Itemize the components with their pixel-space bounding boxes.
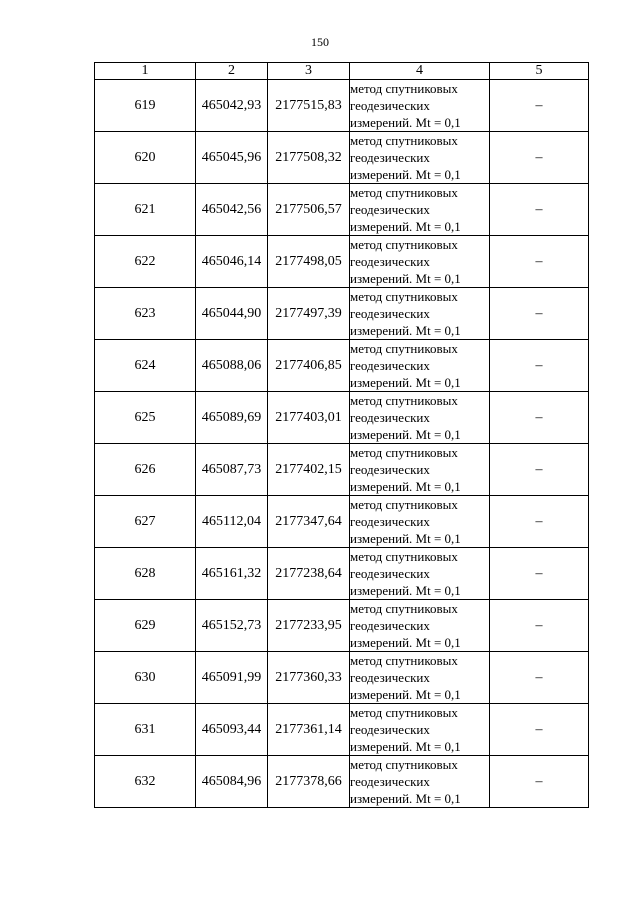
method-line: метод спутниковых <box>350 237 458 252</box>
method-line: измерений. Mt = 0,1 <box>350 739 461 754</box>
method-line: геодезических <box>350 774 430 789</box>
method-line: геодезических <box>350 202 430 217</box>
point-number-cell: 632 <box>95 756 196 808</box>
table-body <box>95 80 589 808</box>
point-number-cell: 620 <box>95 132 196 184</box>
table-row <box>95 184 589 236</box>
table-row <box>95 704 589 756</box>
method-line: геодезических <box>350 566 430 581</box>
point-number-cell: 622 <box>95 236 196 288</box>
table-row <box>95 652 589 704</box>
note-cell: – <box>490 132 589 184</box>
table-row <box>95 496 589 548</box>
y-coordinate-cell: 2177361,14 <box>268 704 350 756</box>
method-line: измерений. Mt = 0,1 <box>350 635 461 650</box>
coordinates-table <box>94 62 589 808</box>
method-cell <box>350 288 490 340</box>
method-cell <box>350 496 490 548</box>
method-line: измерений. Mt = 0,1 <box>350 687 461 702</box>
method-cell <box>350 548 490 600</box>
note-cell: – <box>490 444 589 496</box>
table-row <box>95 756 589 808</box>
note-cell: – <box>490 496 589 548</box>
method-cell <box>350 704 490 756</box>
point-number-cell: 623 <box>95 288 196 340</box>
method-line: измерений. Mt = 0,1 <box>350 323 461 338</box>
method-line: измерений. Mt = 0,1 <box>350 115 461 130</box>
method-cell <box>350 80 490 132</box>
method-line: измерений. Mt = 0,1 <box>350 583 461 598</box>
method-line: метод спутниковых <box>350 497 458 512</box>
method-line: геодезических <box>350 306 430 321</box>
note-cell: – <box>490 548 589 600</box>
method-line: геодезических <box>350 722 430 737</box>
method-line: измерений. Mt = 0,1 <box>350 271 461 286</box>
point-number-cell: 626 <box>95 444 196 496</box>
column-header-1: 1 <box>95 63 196 80</box>
point-number-cell: 619 <box>95 80 196 132</box>
y-coordinate-cell: 2177402,15 <box>268 444 350 496</box>
table-row <box>95 132 589 184</box>
note-cell: – <box>490 652 589 704</box>
x-coordinate-cell: 465084,96 <box>196 756 268 808</box>
method-line: геодезических <box>350 618 430 633</box>
x-coordinate-cell: 465045,96 <box>196 132 268 184</box>
method-line: метод спутниковых <box>350 341 458 356</box>
method-cell <box>350 340 490 392</box>
method-line: измерений. Mt = 0,1 <box>350 427 461 442</box>
y-coordinate-cell: 2177403,01 <box>268 392 350 444</box>
method-cell <box>350 652 490 704</box>
table-header <box>95 63 589 80</box>
method-cell <box>350 184 490 236</box>
point-number-cell: 629 <box>95 600 196 652</box>
method-line: измерений. Mt = 0,1 <box>350 167 461 182</box>
x-coordinate-cell: 465044,90 <box>196 288 268 340</box>
table-row <box>95 548 589 600</box>
method-line: метод спутниковых <box>350 81 458 96</box>
method-line: измерений. Mt = 0,1 <box>350 375 461 390</box>
y-coordinate-cell: 2177515,83 <box>268 80 350 132</box>
method-cell <box>350 132 490 184</box>
note-cell: – <box>490 236 589 288</box>
note-cell: – <box>490 80 589 132</box>
method-cell <box>350 444 490 496</box>
x-coordinate-cell: 465161,32 <box>196 548 268 600</box>
method-line: геодезических <box>350 462 430 477</box>
x-coordinate-cell: 465152,73 <box>196 600 268 652</box>
method-line: метод спутниковых <box>350 705 458 720</box>
method-line: геодезических <box>350 98 430 113</box>
method-cell <box>350 392 490 444</box>
page-number: 150 <box>311 35 329 49</box>
y-coordinate-cell: 2177498,05 <box>268 236 350 288</box>
x-coordinate-cell: 465091,99 <box>196 652 268 704</box>
method-cell <box>350 600 490 652</box>
point-number-cell: 631 <box>95 704 196 756</box>
point-number-cell: 625 <box>95 392 196 444</box>
table-row <box>95 80 589 132</box>
x-coordinate-cell: 465046,14 <box>196 236 268 288</box>
x-coordinate-cell: 465093,44 <box>196 704 268 756</box>
method-line: измерений. Mt = 0,1 <box>350 531 461 546</box>
table-row <box>95 236 589 288</box>
point-number-cell: 624 <box>95 340 196 392</box>
point-number-cell: 627 <box>95 496 196 548</box>
column-header-2: 2 <box>196 63 268 80</box>
method-line: метод спутниковых <box>350 549 458 564</box>
method-line: метод спутниковых <box>350 653 458 668</box>
table-row <box>95 392 589 444</box>
table-row <box>95 288 589 340</box>
method-line: метод спутниковых <box>350 445 458 460</box>
method-line: метод спутниковых <box>350 133 458 148</box>
point-number-cell: 621 <box>95 184 196 236</box>
method-cell <box>350 236 490 288</box>
note-cell: – <box>490 600 589 652</box>
x-coordinate-cell: 465042,93 <box>196 80 268 132</box>
method-line: геодезических <box>350 358 430 373</box>
y-coordinate-cell: 2177347,64 <box>268 496 350 548</box>
method-line: геодезических <box>350 150 430 165</box>
y-coordinate-cell: 2177378,66 <box>268 756 350 808</box>
method-line: геодезических <box>350 254 430 269</box>
table-row <box>95 444 589 496</box>
note-cell: – <box>490 340 589 392</box>
x-coordinate-cell: 465088,06 <box>196 340 268 392</box>
method-line: метод спутниковых <box>350 185 458 200</box>
note-cell: – <box>490 704 589 756</box>
y-coordinate-cell: 2177506,57 <box>268 184 350 236</box>
column-header-5: 5 <box>490 63 589 80</box>
note-cell: – <box>490 288 589 340</box>
method-line: измерений. Mt = 0,1 <box>350 479 461 494</box>
x-coordinate-cell: 465042,56 <box>196 184 268 236</box>
method-line: измерений. Mt = 0,1 <box>350 791 461 806</box>
method-line: геодезических <box>350 670 430 685</box>
table-row <box>95 340 589 392</box>
method-line: измерений. Mt = 0,1 <box>350 219 461 234</box>
y-coordinate-cell: 2177360,33 <box>268 652 350 704</box>
y-coordinate-cell: 2177508,32 <box>268 132 350 184</box>
column-header-3: 3 <box>268 63 350 80</box>
x-coordinate-cell: 465112,04 <box>196 496 268 548</box>
method-line: метод спутниковых <box>350 393 458 408</box>
x-coordinate-cell: 465089,69 <box>196 392 268 444</box>
method-line: геодезических <box>350 410 430 425</box>
table-row <box>95 600 589 652</box>
method-line: метод спутниковых <box>350 289 458 304</box>
method-line: метод спутниковых <box>350 601 458 616</box>
point-number-cell: 628 <box>95 548 196 600</box>
method-line: геодезических <box>350 514 430 529</box>
method-line: метод спутниковых <box>350 757 458 772</box>
y-coordinate-cell: 2177233,95 <box>268 600 350 652</box>
point-number-cell: 630 <box>95 652 196 704</box>
y-coordinate-cell: 2177406,85 <box>268 340 350 392</box>
header-row <box>95 63 589 80</box>
y-coordinate-cell: 2177497,39 <box>268 288 350 340</box>
note-cell: – <box>490 392 589 444</box>
method-cell <box>350 756 490 808</box>
column-header-4: 4 <box>350 63 490 80</box>
y-coordinate-cell: 2177238,64 <box>268 548 350 600</box>
note-cell: – <box>490 184 589 236</box>
x-coordinate-cell: 465087,73 <box>196 444 268 496</box>
note-cell: – <box>490 756 589 808</box>
